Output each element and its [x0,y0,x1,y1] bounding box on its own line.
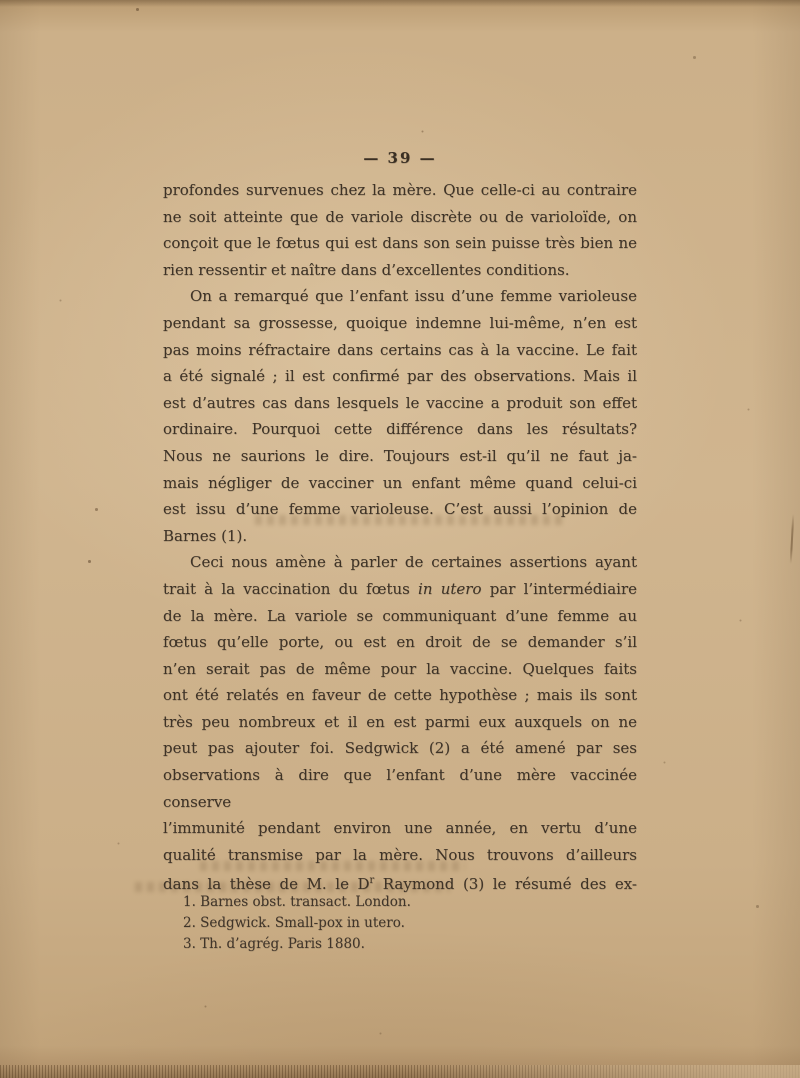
text-line [163,842,637,869]
text-line [163,709,637,736]
text-segment: ne soit atteinte que de variole discrète ou de varioloïde, on [163,207,637,226]
text-line [163,363,637,390]
text-line [163,310,637,337]
text-line [163,735,637,762]
text-line [163,443,637,470]
footnote: 1. Barnes obst. transact. London. [183,894,411,910]
text-segment: On a remarqué que l’enfant issu d’une femme varioleuse [190,287,637,306]
text-line [163,576,637,603]
text-segment: observations à dire que l’enfant d’une mère vaccinée conserve [163,766,637,811]
text-segment: Ceci nous amène à parler de certaines assertions ayant [190,553,637,572]
text-segment: fœtus qu’elle porte, ou est en droit de se demander s’il [163,633,637,652]
text-segment: a été signalé ; il est confirmé par des observations. Mais il [163,367,637,386]
text-segment: peut pas ajouter foi. Sedgwick (2) a été amené par ses [163,739,637,758]
text-line [163,762,637,815]
text-line [163,204,637,231]
text-segment: dans la thèse de M. le D [163,875,370,894]
text-block [163,177,637,898]
page-number: — 39 — [363,149,437,167]
text-line [163,603,637,630]
text-line [163,470,637,497]
text-line [163,390,637,417]
text-segment: ordinaire. Pourquoi cette différence dans les résultats? [163,420,637,439]
text-segment: n’en serait pas de même pour la vaccine. Quelques faits [163,659,637,678]
text-segment: qualité transmise par la mère. Nous trouvons d’ailleurs [163,845,637,864]
ink-specks [0,0,1,1]
paper-edge-bottom [0,1065,800,1078]
text-line [163,416,637,443]
text-segment: trait à la vaccination du fœtus [163,579,419,598]
paragraph [163,283,637,549]
text-segment: pendant sa grossesse, quoique indemne lui-même, n’en est [163,313,637,332]
text-line [163,656,637,683]
text-segment: mais négliger de vacciner un enfant même quand celui-ci [163,473,637,492]
text-segment: de la mère. La variole se communiquant d’une femme au [163,606,637,625]
text-segment: Barnes (1). [163,526,248,545]
text-line [163,257,637,284]
text-segment: l’immunité pendant environ une année, en vertu d’une [163,819,637,838]
text-segment: conçoit que le fœtus qui est dans son sein puisse très bien ne [163,234,637,253]
paragraph [163,549,637,898]
text-line [163,523,637,550]
page-crease [790,514,795,564]
italic-text: in utero [418,579,482,598]
text-segment: Raymond (3) le résumé des ex- [374,875,637,894]
text-segment: ont été relatés en faveur de cette hypothèse ; mais ils sont [163,686,637,705]
text-line [163,177,637,204]
text-line [163,230,637,257]
text-segment: est d’autres cas dans lesquels le vaccine a produit son effet [163,393,637,412]
text-segment: Nous ne saurions le dire. Toujours est-il qu’il ne faut ja- [163,446,637,465]
footnote: 3. Th. d’agrég. Paris 1880. [183,935,365,952]
text-line [163,337,637,364]
superscript-text: r [369,875,375,887]
text-line [163,629,637,656]
footnote: 2. Sedgwick. Small-pox in utero. [183,914,405,931]
text-segment: pas moins réfractaire dans certains cas à la vaccine. Le fait [163,340,637,359]
text-segment: rien ressentir et naître dans d’excellentes conditions. [163,260,570,279]
text-line [163,496,637,523]
paragraph [163,177,637,283]
text-line [163,283,637,310]
text-segment: est issu d’une femme varioleuse. C’est aussi l’opinion de [163,500,637,519]
text-line [163,682,637,709]
paper-edge-top [0,0,800,7]
text-segment: par l’intermédiaire [481,579,637,598]
footnotes [183,892,411,954]
text-segment: très peu nombreux et il en est parmi eux auxquels on ne [163,712,637,731]
text-line [163,549,637,576]
text-segment: profondes survenues chez la mère. Que celle-ci au contraire [163,181,637,199]
text-line [163,815,637,842]
